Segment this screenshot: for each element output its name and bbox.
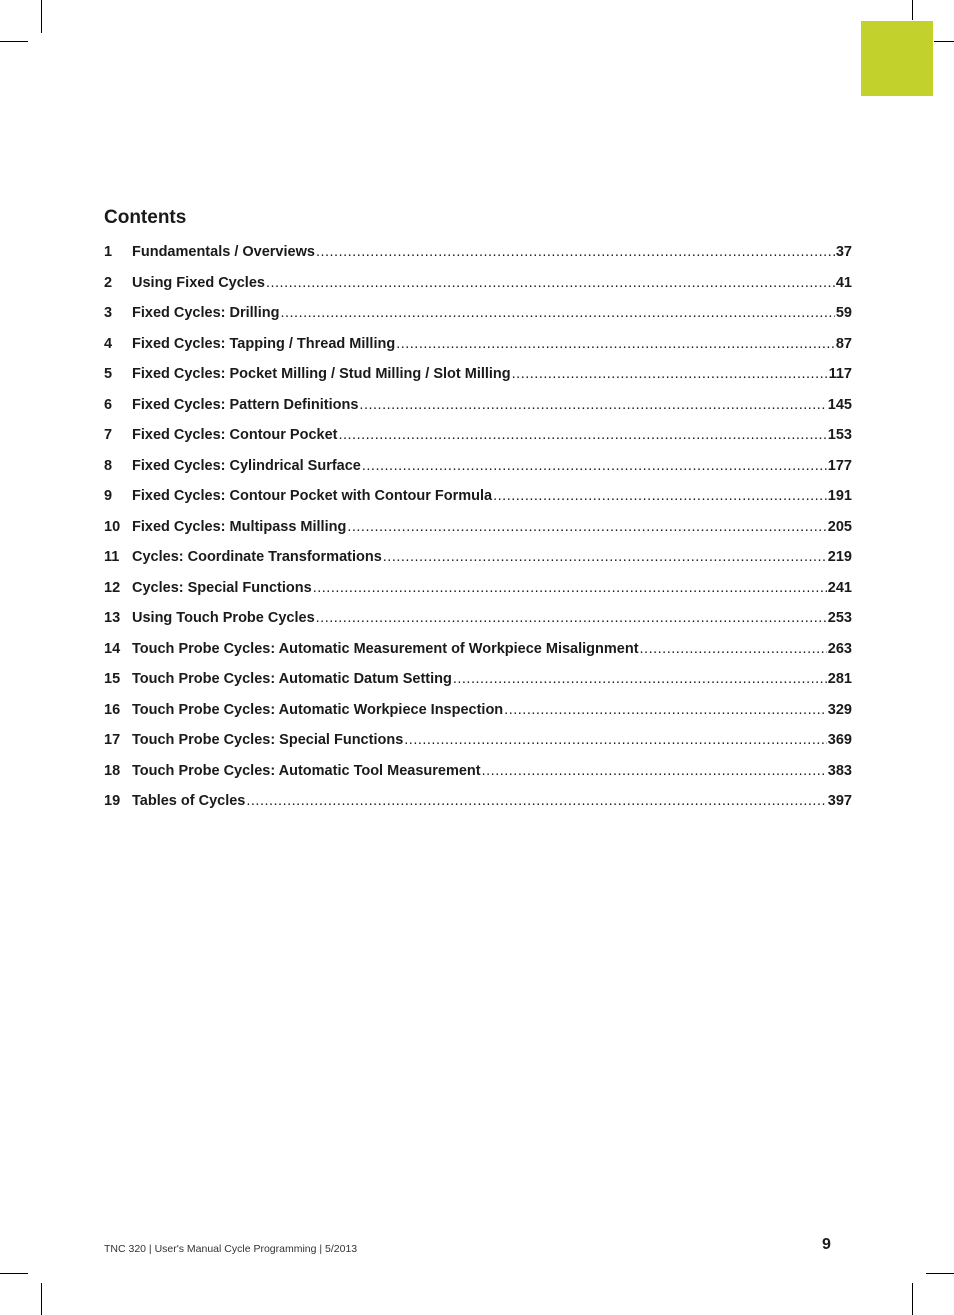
- toc-chapter-number: 3: [104, 305, 113, 321]
- toc-page-number[interactable]: 205: [827, 518, 852, 535]
- table-of-contents: [104, 244, 852, 824]
- toc-entry[interactable]: [104, 336, 852, 367]
- toc-page-number[interactable]: 383: [827, 762, 852, 779]
- crop-mark: [934, 41, 954, 42]
- contents-heading: Contents: [104, 207, 187, 228]
- toc-entry[interactable]: [104, 793, 852, 824]
- toc-chapter-number: 6: [104, 396, 113, 413]
- toc-entry[interactable]: [104, 610, 852, 641]
- toc-entry[interactable]: [104, 641, 852, 672]
- toc-chapter-title[interactable]: Cycles: Coordinate Transformations: [132, 549, 382, 565]
- toc-chapter-number: 12: [104, 579, 121, 596]
- toc-dot-leader: [404, 732, 827, 748]
- toc-page-number[interactable]: 59: [835, 305, 852, 321]
- toc-chapter-title[interactable]: Touch Probe Cycles: Automatic Tool Measurement: [132, 762, 481, 779]
- toc-chapter-title[interactable]: Fixed Cycles: Contour Pocket with Contour Formula: [132, 488, 493, 504]
- toc-entry[interactable]: [104, 275, 852, 306]
- toc-chapter-number: 19: [104, 793, 121, 809]
- crop-mark: [912, 0, 913, 20]
- crop-mark: [0, 41, 28, 42]
- toc-dot-leader: [482, 763, 827, 779]
- toc-dot-leader: [347, 519, 826, 535]
- toc-chapter-number: 8: [104, 457, 113, 474]
- toc-entry[interactable]: [104, 519, 852, 550]
- toc-dot-leader: [316, 610, 827, 626]
- toc-chapter-title[interactable]: Touch Probe Cycles: Automatic Datum Setting: [132, 671, 452, 687]
- toc-page-number[interactable]: 37: [835, 244, 852, 260]
- toc-page-number[interactable]: 177: [827, 457, 852, 474]
- toc-page-number[interactable]: 281: [827, 671, 852, 687]
- toc-dot-leader: [338, 427, 826, 443]
- toc-chapter-title[interactable]: Touch Probe Cycles: Special Functions: [132, 732, 404, 748]
- toc-entry[interactable]: [104, 397, 852, 428]
- toc-chapter-title[interactable]: Fixed Cycles: Pattern Definitions: [132, 396, 359, 413]
- toc-chapter-title[interactable]: Cycles: Special Functions: [132, 579, 312, 596]
- toc-dot-leader: [504, 702, 827, 718]
- toc-entry[interactable]: [104, 458, 852, 489]
- toc-page-number[interactable]: 41: [835, 274, 852, 291]
- toc-chapter-title[interactable]: Using Fixed Cycles: [132, 274, 265, 291]
- crop-mark: [41, 1283, 42, 1315]
- toc-chapter-title[interactable]: Touch Probe Cycles: Automatic Workpiece Inspection: [132, 701, 504, 718]
- toc-dot-leader: [396, 336, 835, 352]
- toc-chapter-number: 13: [104, 610, 121, 626]
- toc-dot-leader: [493, 488, 827, 504]
- crop-mark: [912, 1283, 913, 1315]
- toc-entry[interactable]: [104, 427, 852, 458]
- toc-chapter-number: 2: [104, 274, 113, 291]
- toc-chapter-number: 15: [104, 671, 121, 687]
- toc-entry[interactable]: [104, 366, 852, 397]
- toc-chapter-title[interactable]: Fixed Cycles: Pocket Milling / Stud Milling / Slot Milling: [132, 366, 511, 382]
- toc-dot-leader: [362, 458, 827, 474]
- toc-entry[interactable]: [104, 305, 852, 336]
- toc-entry[interactable]: [104, 549, 852, 580]
- toc-entry[interactable]: [104, 244, 852, 275]
- toc-dot-leader: [313, 580, 827, 596]
- toc-entry[interactable]: [104, 580, 852, 611]
- toc-page-number[interactable]: 397: [827, 793, 852, 809]
- toc-dot-leader: [640, 641, 827, 657]
- toc-chapter-title[interactable]: Fixed Cycles: Drilling: [132, 305, 280, 321]
- toc-chapter-title[interactable]: Using Touch Probe Cycles: [132, 610, 315, 626]
- toc-page-number[interactable]: 241: [827, 579, 852, 596]
- chapter-tab-marker: [861, 21, 933, 96]
- crop-mark: [926, 1273, 954, 1274]
- toc-page-number[interactable]: 153: [827, 427, 852, 443]
- toc-chapter-title[interactable]: Fixed Cycles: Tapping / Thread Milling: [132, 335, 396, 352]
- toc-dot-leader: [316, 244, 835, 260]
- toc-dot-leader: [280, 305, 834, 321]
- toc-chapter-title[interactable]: Fundamentals / Overviews: [132, 244, 315, 260]
- crop-mark: [0, 1273, 28, 1274]
- toc-page-number[interactable]: 191: [827, 488, 852, 504]
- toc-page-number[interactable]: 145: [827, 396, 852, 413]
- toc-dot-leader: [383, 549, 827, 565]
- toc-chapter-number: 18: [104, 762, 121, 779]
- toc-chapter-title[interactable]: Tables of Cycles: [132, 793, 246, 809]
- toc-chapter-title[interactable]: Touch Probe Cycles: Automatic Measurement of Workpiece Misalignment: [132, 640, 639, 657]
- crop-mark: [41, 0, 42, 33]
- toc-chapter-number: 9: [104, 488, 113, 504]
- toc-entry[interactable]: [104, 732, 852, 763]
- toc-page-number[interactable]: 369: [827, 732, 852, 748]
- toc-page-number[interactable]: 263: [827, 640, 852, 657]
- toc-chapter-number: 17: [104, 732, 121, 748]
- toc-chapter-number: 10: [104, 518, 121, 535]
- toc-chapter-number: 11: [104, 549, 120, 565]
- toc-dot-leader: [512, 366, 828, 382]
- toc-entry[interactable]: [104, 488, 852, 519]
- toc-entry[interactable]: [104, 671, 852, 702]
- toc-page-number[interactable]: 219: [827, 549, 852, 565]
- toc-dot-leader: [246, 793, 826, 809]
- toc-chapter-number: 7: [104, 427, 113, 443]
- toc-chapter-title[interactable]: Fixed Cycles: Contour Pocket: [132, 427, 338, 443]
- toc-chapter-number: 4: [104, 335, 113, 352]
- footer-text: TNC 320 | User's Manual Cycle Programming | 5/2013: [104, 1243, 358, 1255]
- toc-entry[interactable]: [104, 702, 852, 733]
- toc-page-number[interactable]: 329: [827, 701, 852, 718]
- toc-chapter-number: 1: [104, 244, 113, 260]
- toc-page-number[interactable]: 253: [827, 610, 852, 626]
- toc-page-number[interactable]: 87: [835, 335, 852, 352]
- toc-chapter-title[interactable]: Fixed Cycles: Multipass Milling: [132, 518, 347, 535]
- toc-dot-leader: [266, 275, 835, 291]
- toc-chapter-number: 16: [104, 701, 121, 718]
- toc-chapter-number: 14: [104, 640, 121, 657]
- toc-chapter-number: 5: [104, 366, 113, 382]
- toc-chapter-title[interactable]: Fixed Cycles: Cylindrical Surface: [132, 457, 361, 474]
- page-number: 9: [822, 1236, 831, 1253]
- toc-dot-leader: [359, 397, 826, 413]
- toc-dot-leader: [453, 671, 827, 687]
- toc-page-number[interactable]: 117: [828, 366, 852, 382]
- toc-entry[interactable]: [104, 763, 852, 794]
